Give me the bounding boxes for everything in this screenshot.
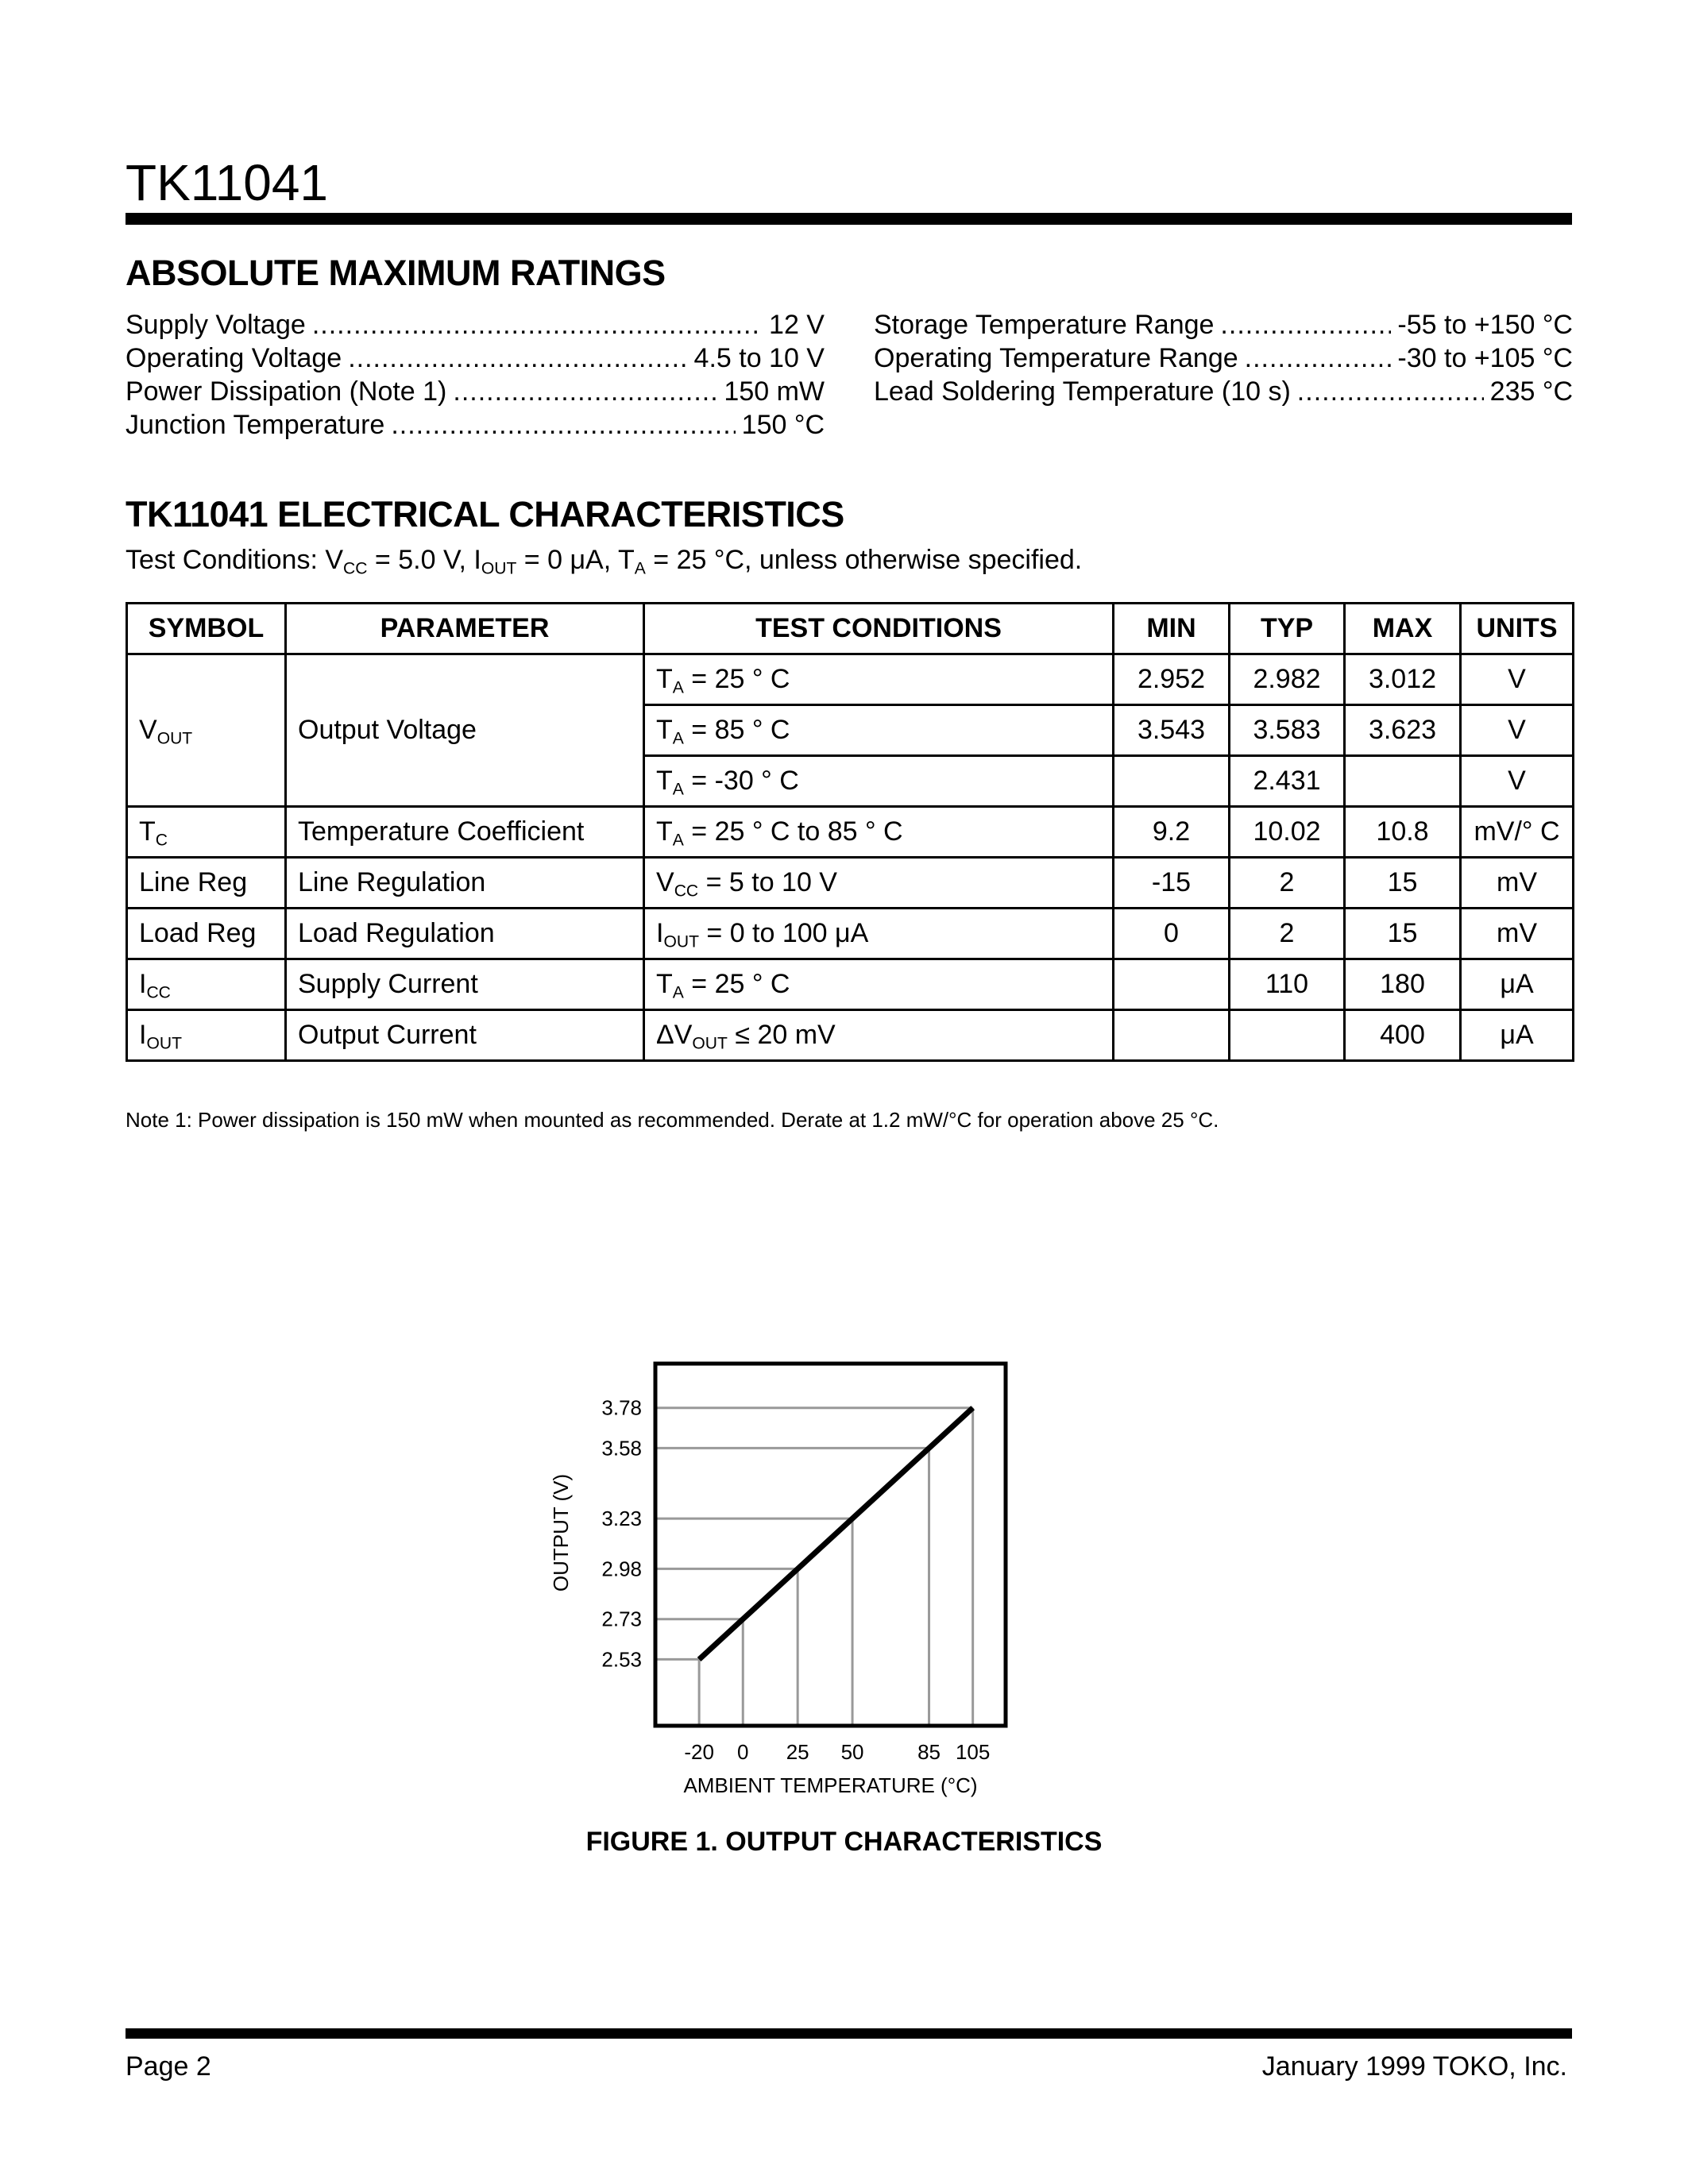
- symbol-cell: $V_{OUT}$: [127, 654, 286, 807]
- symbol-cell: Line Reg: [127, 858, 286, 909]
- test-conditions: Test Conditions: $V_{CC} = 5.0$ V, $I_{OUT} = 0$ μA, $T_A = 25$ °C, unless otherwise specified.: [126, 545, 1083, 578]
- ratings-left-list: [126, 308, 825, 442]
- column-header: SYMBOL: [127, 604, 286, 654]
- condition-cell: $T_A = -30$ ° C: [644, 756, 1114, 807]
- x-tick-label: -20: [684, 1740, 714, 1764]
- symbol-cell: Load Reg: [127, 909, 286, 959]
- max-cell: 400: [1345, 1010, 1461, 1061]
- min-cell: 0: [1114, 909, 1230, 959]
- rating-label: Supply Voltage: [126, 310, 306, 340]
- rating-row: [874, 341, 1573, 375]
- units-cell: μA: [1461, 959, 1574, 1010]
- x-tick-label: 50: [840, 1740, 864, 1764]
- column-header: MAX: [1345, 604, 1461, 654]
- ratings-right-list: [874, 308, 1573, 408]
- min-cell: [1114, 756, 1230, 807]
- note-1: Note 1: Power dissipation is 150 mW when mounted as recommended. Derate at 1.2 mW/°C for operation above 25 °C.: [126, 1108, 1219, 1132]
- leader-dots: [391, 408, 735, 442]
- max-cell: [1345, 756, 1461, 807]
- typ-cell: 2: [1230, 909, 1345, 959]
- condition-cell: $T_A = 25$ ° C: [644, 959, 1114, 1010]
- table-row: [127, 654, 1574, 705]
- rating-label: Lead Soldering Temperature (10 s): [874, 376, 1291, 407]
- condition-cell: $T_A = 25$ ° C: [644, 654, 1114, 705]
- column-header: TEST CONDITIONS: [644, 604, 1114, 654]
- x-tick-label: 0: [737, 1740, 749, 1764]
- rating-value: 235 °C: [1489, 376, 1573, 407]
- leader-dots: [1297, 375, 1484, 408]
- y-tick-label: 3.23: [601, 1507, 642, 1531]
- units-cell: V: [1461, 705, 1574, 756]
- table-row: [127, 807, 1574, 858]
- min-cell: 2.952: [1114, 654, 1230, 705]
- absolute-max-heading: ABSOLUTE MAXIMUM RATINGS: [126, 253, 666, 293]
- y-tick-label: 3.78: [601, 1395, 642, 1420]
- typ-cell: 10.02: [1230, 807, 1345, 858]
- rating-label: Power Dissipation (Note 1): [126, 376, 447, 407]
- condition-cell: $T_A = 25$ ° C to 85 ° C: [644, 807, 1114, 858]
- max-cell: 180: [1345, 959, 1461, 1010]
- max-cell: 3.623: [1345, 705, 1461, 756]
- parameter-cell: Output Current: [286, 1010, 644, 1061]
- table-row: [127, 858, 1574, 909]
- leader-dots: [312, 308, 763, 341]
- condition-cell: $T_A = 85$ ° C: [644, 705, 1114, 756]
- footer-rule: [126, 2028, 1572, 2039]
- column-header: PARAMETER: [286, 604, 644, 654]
- y-axis-label: OUTPUT (V): [549, 1473, 573, 1592]
- symbol-cell: $T_C$: [127, 807, 286, 858]
- rating-value: 150 °C: [741, 410, 825, 440]
- symbol-cell: $I_{OUT}$: [127, 1010, 286, 1061]
- leader-dots: [1245, 341, 1392, 375]
- x-axis-label: AMBIENT TEMPERATURE (°C): [683, 1773, 978, 1797]
- x-tick-label: 85: [917, 1740, 941, 1764]
- min-cell: 3.543: [1114, 705, 1230, 756]
- electrical-characteristics-table: [126, 602, 1574, 1062]
- rating-row: [874, 308, 1573, 341]
- rating-row: [126, 308, 825, 341]
- rating-label: Junction Temperature: [126, 410, 385, 440]
- header-rule: [126, 213, 1572, 225]
- y-tick-label: 2.73: [601, 1607, 642, 1631]
- max-cell: 15: [1345, 858, 1461, 909]
- leader-dots: [348, 341, 687, 375]
- parameter-cell: Temperature Coefficient: [286, 807, 644, 858]
- table-row: [127, 959, 1574, 1010]
- min-cell: [1114, 1010, 1230, 1061]
- typ-cell: 2.982: [1230, 654, 1345, 705]
- units-cell: μA: [1461, 1010, 1574, 1061]
- typ-cell: 2.431: [1230, 756, 1345, 807]
- output-voltage-line: [699, 1408, 973, 1660]
- typ-cell: [1230, 1010, 1345, 1061]
- max-cell: 3.012: [1345, 654, 1461, 705]
- condition-cell: $\Delta V_{OUT} \le 20$ mV: [644, 1010, 1114, 1061]
- rating-value: -55 to +150 °C: [1397, 310, 1573, 340]
- parameter-cell: Supply Current: [286, 959, 644, 1010]
- typ-cell: 110: [1230, 959, 1345, 1010]
- rating-label: Operating Voltage: [126, 343, 342, 373]
- footer-date-company: January 1999 TOKO, Inc.: [1261, 2051, 1567, 2082]
- table-row: [127, 1010, 1574, 1061]
- min-cell: 9.2: [1114, 807, 1230, 858]
- y-tick-label: 2.53: [601, 1647, 642, 1672]
- column-header: UNITS: [1461, 604, 1574, 654]
- units-cell: mV: [1461, 858, 1574, 909]
- table-row: [127, 909, 1574, 959]
- rating-row: [126, 408, 825, 442]
- rating-value: 150 mW: [724, 376, 825, 407]
- condition-cell: $I_{OUT} = 0$ to 100 μA: [644, 909, 1114, 959]
- electrical-heading: TK11041 ELECTRICAL CHARACTERISTICS: [126, 494, 844, 534]
- parameter-cell: Line Regulation: [286, 858, 644, 909]
- figure-caption: FIGURE 1. OUTPUT CHARACTERISTICS: [585, 1827, 1103, 1857]
- page-number: Page 2: [126, 2051, 211, 2082]
- typ-cell: 3.583: [1230, 705, 1345, 756]
- document-title: TK11041: [126, 154, 328, 211]
- table-header-row: [127, 604, 1574, 654]
- rating-value: 12 V: [769, 310, 825, 340]
- typ-cell: 2: [1230, 858, 1345, 909]
- plot-frame: [655, 1364, 1006, 1726]
- rating-row: [126, 375, 825, 408]
- rating-label: Storage Temperature Range: [874, 310, 1215, 340]
- rating-value: 4.5 to 10 V: [693, 343, 825, 373]
- condition-cell: $V_{CC} = 5$ to 10 V: [644, 858, 1114, 909]
- min-cell: [1114, 959, 1230, 1010]
- y-tick-label: 3.58: [601, 1436, 642, 1461]
- y-tick-label: 2.98: [601, 1557, 642, 1581]
- min-cell: -15: [1114, 858, 1230, 909]
- leader-dots: [1220, 308, 1391, 341]
- x-tick-label: 105: [955, 1740, 991, 1764]
- units-cell: V: [1461, 756, 1574, 807]
- rating-value: -30 to +105 °C: [1397, 343, 1573, 373]
- units-cell: V: [1461, 654, 1574, 705]
- leader-dots: [453, 375, 717, 408]
- rating-row: [874, 375, 1573, 408]
- units-cell: mV/° C: [1461, 807, 1574, 858]
- column-header: TYP: [1230, 604, 1345, 654]
- rating-label: Operating Temperature Range: [874, 343, 1238, 373]
- units-cell: mV: [1461, 909, 1574, 959]
- max-cell: 10.8: [1345, 807, 1461, 858]
- parameter-cell: Load Regulation: [286, 909, 644, 959]
- column-header: MIN: [1114, 604, 1230, 654]
- output-characteristics-chart: [524, 1342, 1080, 1811]
- max-cell: 15: [1345, 909, 1461, 959]
- rating-row: [126, 341, 825, 375]
- parameter-cell: Output Voltage: [286, 654, 644, 807]
- symbol-cell: $I_{CC}$: [127, 959, 286, 1010]
- x-tick-label: 25: [786, 1740, 809, 1764]
